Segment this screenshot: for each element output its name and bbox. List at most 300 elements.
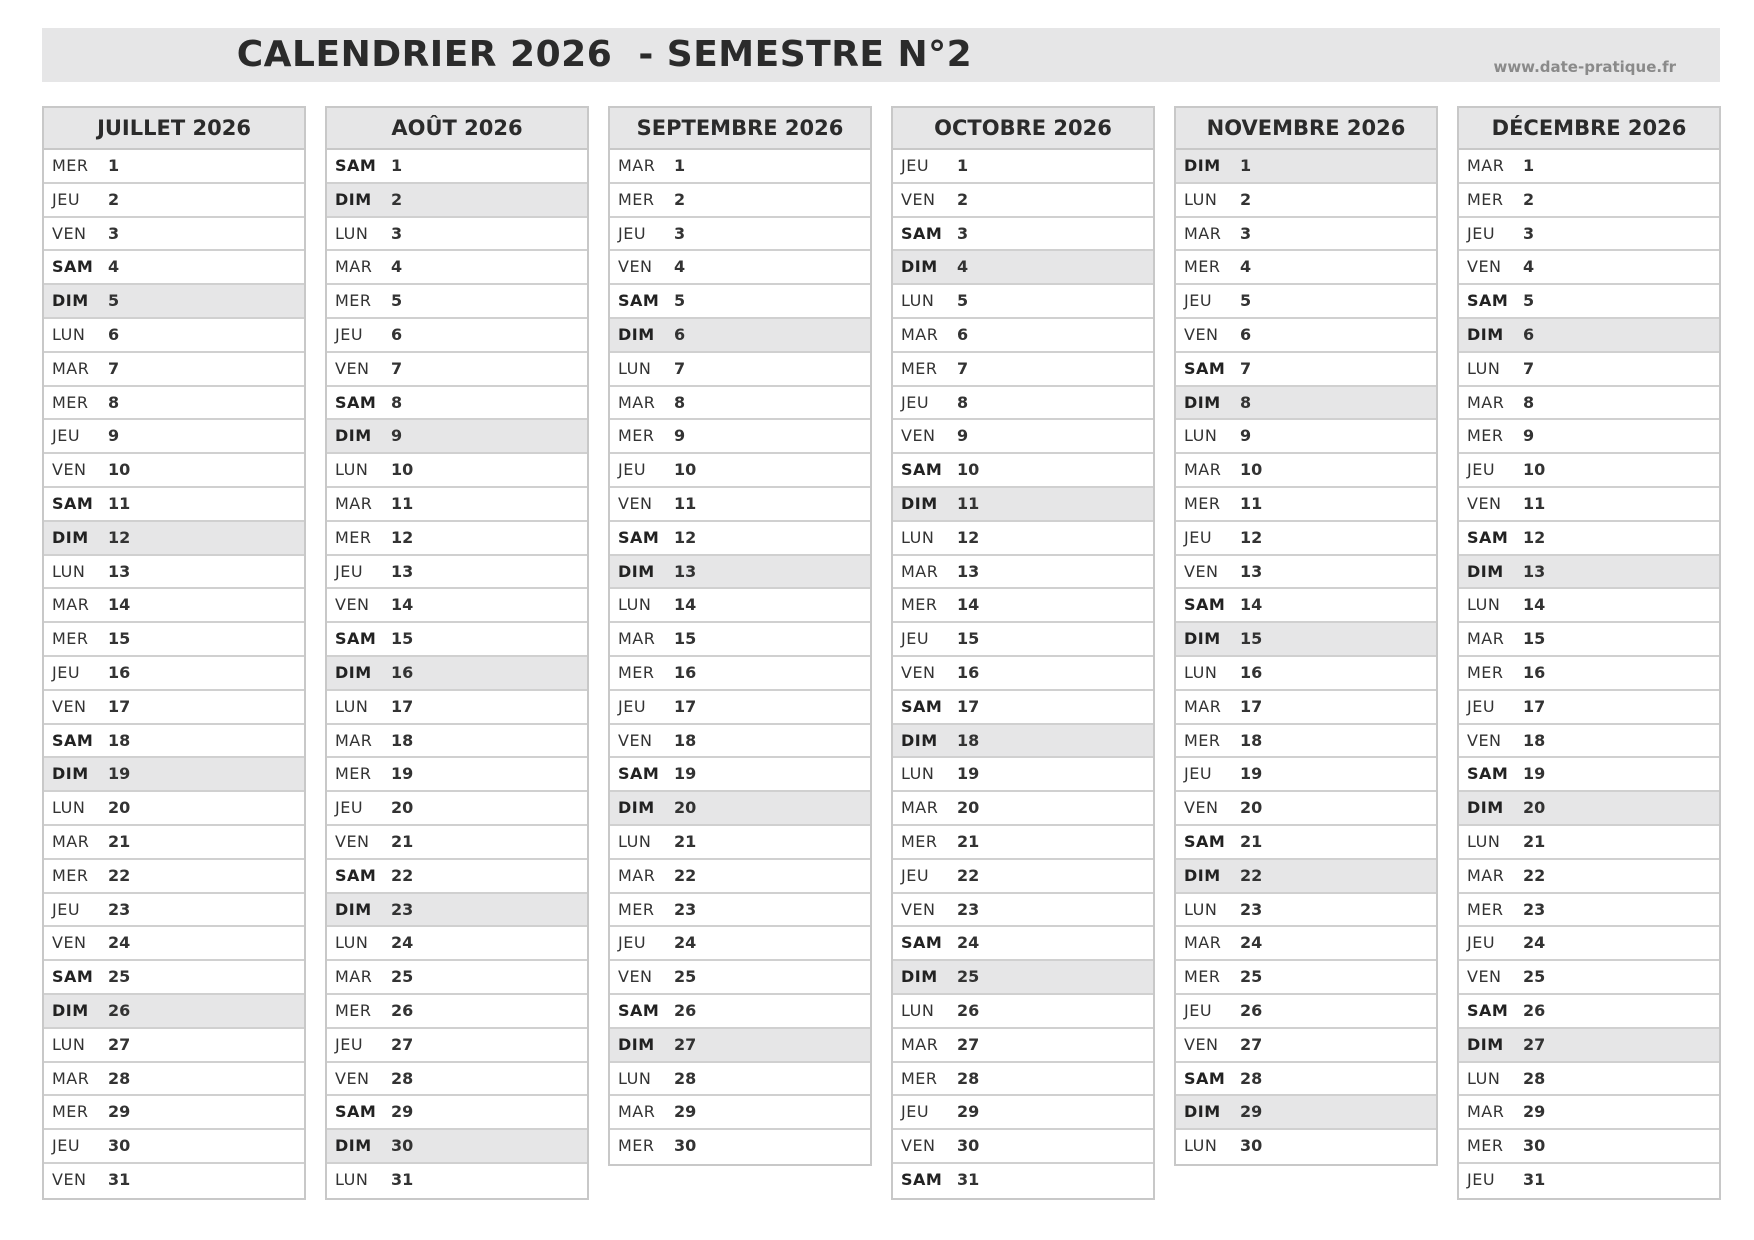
day-number: 19 bbox=[108, 764, 131, 784]
weekday-label: LUN bbox=[1184, 1136, 1218, 1156]
day-number: 4 bbox=[1523, 257, 1535, 277]
day-row bbox=[44, 522, 304, 556]
day-number: 17 bbox=[391, 696, 414, 716]
day-number: 20 bbox=[1240, 798, 1263, 818]
day-row bbox=[610, 353, 870, 387]
day-number: 22 bbox=[1240, 865, 1263, 885]
day-row bbox=[1459, 792, 1719, 826]
day-number: 8 bbox=[1523, 392, 1535, 412]
weekday-label: VEN bbox=[901, 1136, 936, 1156]
day-row bbox=[1459, 961, 1719, 995]
weekday-label: DIM bbox=[52, 764, 89, 784]
day-number: 9 bbox=[674, 426, 686, 446]
weekday-label: MAR bbox=[901, 798, 939, 818]
day-row bbox=[1176, 1096, 1436, 1130]
day-number: 15 bbox=[674, 629, 697, 649]
weekday-label: VEN bbox=[901, 899, 936, 919]
day-number: 27 bbox=[957, 1034, 980, 1054]
day-number: 2 bbox=[1523, 189, 1535, 209]
weekday-label: DIM bbox=[1184, 156, 1221, 175]
day-row bbox=[610, 961, 870, 995]
day-number: 18 bbox=[108, 730, 131, 750]
day-row bbox=[610, 691, 870, 725]
day-number: 20 bbox=[391, 798, 414, 818]
day-row bbox=[1176, 319, 1436, 353]
weekday-label: MER bbox=[52, 392, 89, 412]
day-row bbox=[327, 725, 587, 759]
weekday-label: MER bbox=[618, 426, 655, 446]
day-row bbox=[893, 353, 1153, 387]
weekday-label: DIM bbox=[335, 662, 372, 682]
month-column bbox=[608, 106, 872, 1166]
day-row bbox=[327, 589, 587, 623]
day-row bbox=[610, 1130, 870, 1164]
weekday-label: MER bbox=[1184, 967, 1221, 987]
day-number: 10 bbox=[1240, 460, 1263, 480]
day-row bbox=[44, 860, 304, 894]
day-number: 6 bbox=[957, 324, 969, 344]
day-row bbox=[1459, 1029, 1719, 1063]
day-number: 9 bbox=[957, 426, 969, 446]
day-row bbox=[1176, 657, 1436, 691]
day-row bbox=[1176, 1063, 1436, 1097]
day-row bbox=[327, 556, 587, 590]
day-number: 11 bbox=[957, 493, 980, 513]
day-number: 2 bbox=[957, 189, 969, 209]
day-number: 9 bbox=[108, 426, 120, 446]
weekday-label: JEU bbox=[901, 392, 930, 412]
weekday-label: MER bbox=[901, 1068, 938, 1088]
day-row bbox=[1459, 894, 1719, 928]
weekday-label: DIM bbox=[1467, 561, 1504, 581]
day-row bbox=[610, 623, 870, 657]
day-row bbox=[893, 691, 1153, 725]
day-row bbox=[44, 961, 304, 995]
day-row bbox=[610, 792, 870, 826]
day-number: 12 bbox=[1523, 527, 1546, 547]
day-row bbox=[1176, 218, 1436, 252]
day-row bbox=[893, 420, 1153, 454]
day-row bbox=[1176, 251, 1436, 285]
day-number: 5 bbox=[1523, 291, 1535, 311]
day-number: 26 bbox=[391, 1000, 414, 1020]
day-row bbox=[44, 387, 304, 421]
weekday-label: JEU bbox=[1184, 291, 1213, 311]
weekday-label: VEN bbox=[1467, 493, 1502, 513]
weekday-label: DIM bbox=[1467, 324, 1504, 344]
weekday-label: MAR bbox=[1467, 1102, 1505, 1122]
day-row bbox=[1459, 1130, 1719, 1164]
month-header: OCTOBRE 2026 bbox=[893, 108, 1153, 150]
day-number: 19 bbox=[674, 764, 697, 784]
day-number: 15 bbox=[957, 629, 980, 649]
weekday-label: LUN bbox=[618, 1068, 652, 1088]
day-row bbox=[1459, 353, 1719, 387]
weekday-label: MER bbox=[52, 865, 89, 885]
day-number: 8 bbox=[674, 392, 686, 412]
weekday-label: JEU bbox=[618, 460, 647, 480]
day-number: 3 bbox=[391, 223, 403, 243]
day-number: 31 bbox=[1523, 1169, 1546, 1189]
weekday-label: SAM bbox=[1467, 1000, 1509, 1020]
day-number: 26 bbox=[674, 1000, 697, 1020]
weekday-label: DIM bbox=[335, 189, 372, 209]
day-number: 22 bbox=[391, 865, 414, 885]
day-number: 12 bbox=[674, 527, 697, 547]
weekday-label: DIM bbox=[335, 899, 372, 919]
day-number: 24 bbox=[1240, 933, 1263, 953]
day-number: 10 bbox=[957, 460, 980, 480]
weekday-label: MER bbox=[335, 291, 372, 311]
day-number: 6 bbox=[391, 324, 403, 344]
day-number: 29 bbox=[1523, 1102, 1546, 1122]
title-banner bbox=[42, 28, 1720, 82]
weekday-label: MAR bbox=[52, 831, 90, 851]
day-row bbox=[893, 150, 1153, 184]
weekday-label: SAM bbox=[618, 527, 660, 547]
weekday-label: SAM bbox=[335, 1102, 377, 1122]
weekday-label: LUN bbox=[1184, 189, 1218, 209]
day-number: 25 bbox=[1240, 967, 1263, 987]
day-row bbox=[44, 894, 304, 928]
day-number: 30 bbox=[1523, 1136, 1546, 1156]
day-number: 17 bbox=[1523, 696, 1546, 716]
weekday-label: MAR bbox=[618, 865, 656, 885]
day-number: 13 bbox=[1240, 561, 1263, 581]
weekday-label: MAR bbox=[335, 730, 373, 750]
day-row bbox=[327, 1164, 587, 1198]
day-number: 23 bbox=[1240, 899, 1263, 919]
day-row bbox=[610, 995, 870, 1029]
day-number: 29 bbox=[674, 1102, 697, 1122]
day-number: 6 bbox=[1240, 324, 1252, 344]
weekday-label: DIM bbox=[335, 426, 372, 446]
day-row bbox=[1459, 488, 1719, 522]
weekday-label: MAR bbox=[335, 257, 373, 277]
day-number: 20 bbox=[1523, 798, 1546, 818]
day-row bbox=[44, 251, 304, 285]
day-number: 31 bbox=[108, 1169, 131, 1189]
day-row bbox=[44, 556, 304, 590]
day-number: 4 bbox=[108, 257, 120, 277]
day-row bbox=[610, 894, 870, 928]
weekday-label: VEN bbox=[1467, 967, 1502, 987]
day-number: 1 bbox=[674, 156, 686, 175]
day-number: 21 bbox=[957, 831, 980, 851]
day-row bbox=[610, 218, 870, 252]
weekday-label: VEN bbox=[1467, 257, 1502, 277]
day-row bbox=[893, 725, 1153, 759]
day-row bbox=[327, 251, 587, 285]
day-row bbox=[327, 826, 587, 860]
day-row bbox=[1176, 285, 1436, 319]
day-row bbox=[1459, 420, 1719, 454]
day-row bbox=[44, 218, 304, 252]
day-row bbox=[610, 319, 870, 353]
weekday-label: MER bbox=[1467, 662, 1504, 682]
day-row bbox=[1459, 387, 1719, 421]
day-row bbox=[610, 826, 870, 860]
day-number: 14 bbox=[391, 595, 414, 615]
day-number: 23 bbox=[391, 899, 414, 919]
day-number: 19 bbox=[1523, 764, 1546, 784]
weekday-label: VEN bbox=[618, 730, 653, 750]
day-row bbox=[44, 353, 304, 387]
weekday-label: DIM bbox=[1467, 1034, 1504, 1054]
day-number: 25 bbox=[957, 967, 980, 987]
day-number: 16 bbox=[1240, 662, 1263, 682]
weekday-label: DIM bbox=[52, 291, 89, 311]
day-row bbox=[1176, 184, 1436, 218]
weekday-label: LUN bbox=[1467, 358, 1501, 378]
weekday-label: MER bbox=[335, 764, 372, 784]
day-number: 7 bbox=[674, 358, 686, 378]
weekday-label: MER bbox=[1184, 257, 1221, 277]
day-number: 16 bbox=[1523, 662, 1546, 682]
day-number: 26 bbox=[1523, 1000, 1546, 1020]
weekday-label: JEU bbox=[335, 561, 364, 581]
day-row bbox=[44, 454, 304, 488]
day-number: 5 bbox=[1240, 291, 1252, 311]
day-row bbox=[610, 1029, 870, 1063]
weekday-label: MER bbox=[335, 527, 372, 547]
weekday-label: LUN bbox=[335, 460, 369, 480]
weekday-label: MER bbox=[618, 662, 655, 682]
day-number: 28 bbox=[108, 1068, 131, 1088]
day-number: 14 bbox=[1240, 595, 1263, 615]
weekday-label: MER bbox=[901, 595, 938, 615]
day-row bbox=[1459, 1096, 1719, 1130]
weekday-label: MAR bbox=[1184, 223, 1222, 243]
weekday-label: MAR bbox=[1467, 392, 1505, 412]
weekday-label: SAM bbox=[1184, 831, 1226, 851]
day-row bbox=[1176, 150, 1436, 184]
weekday-label: MAR bbox=[901, 561, 939, 581]
day-number: 18 bbox=[674, 730, 697, 750]
day-number: 10 bbox=[108, 460, 131, 480]
day-row bbox=[610, 251, 870, 285]
day-number: 4 bbox=[674, 257, 686, 277]
day-number: 23 bbox=[674, 899, 697, 919]
weekday-label: SAM bbox=[901, 696, 943, 716]
day-number: 9 bbox=[1523, 426, 1535, 446]
day-row bbox=[893, 184, 1153, 218]
day-row bbox=[893, 454, 1153, 488]
day-number: 27 bbox=[108, 1034, 131, 1054]
weekday-label: MER bbox=[901, 358, 938, 378]
weekday-label: MER bbox=[335, 1000, 372, 1020]
weekday-label: LUN bbox=[618, 831, 652, 851]
day-row bbox=[1176, 860, 1436, 894]
day-number: 12 bbox=[108, 527, 131, 547]
day-number: 24 bbox=[957, 933, 980, 953]
day-row bbox=[610, 522, 870, 556]
day-row bbox=[893, 1096, 1153, 1130]
weekday-label: SAM bbox=[335, 156, 377, 175]
weekday-label: VEN bbox=[1184, 798, 1219, 818]
day-number: 14 bbox=[108, 595, 131, 615]
day-row bbox=[1459, 522, 1719, 556]
weekday-label: JEU bbox=[1467, 1169, 1496, 1189]
weekday-label: LUN bbox=[52, 561, 86, 581]
weekday-label: JEU bbox=[901, 156, 930, 175]
day-row bbox=[44, 488, 304, 522]
day-number: 13 bbox=[674, 561, 697, 581]
weekday-label: MER bbox=[52, 1102, 89, 1122]
day-row bbox=[610, 184, 870, 218]
day-row bbox=[44, 1130, 304, 1164]
weekday-label: JEU bbox=[1184, 764, 1213, 784]
day-row bbox=[893, 758, 1153, 792]
month-column bbox=[42, 106, 306, 1200]
day-number: 7 bbox=[1240, 358, 1252, 378]
weekday-label: MER bbox=[52, 156, 89, 175]
weekday-label: VEN bbox=[1184, 561, 1219, 581]
weekday-label: SAM bbox=[901, 223, 943, 243]
day-row bbox=[1459, 319, 1719, 353]
day-number: 7 bbox=[108, 358, 120, 378]
page-title: CALENDRIER 2026 - SEMESTRE N°2 bbox=[236, 34, 973, 75]
day-row bbox=[1176, 894, 1436, 928]
day-number: 24 bbox=[1523, 933, 1546, 953]
weekday-label: VEN bbox=[335, 1068, 370, 1088]
weekday-label: DIM bbox=[618, 324, 655, 344]
weekday-label: JEU bbox=[52, 189, 81, 209]
day-row bbox=[1459, 995, 1719, 1029]
weekday-label: DIM bbox=[1184, 392, 1221, 412]
weekday-label: LUN bbox=[1467, 595, 1501, 615]
weekday-label: VEN bbox=[52, 933, 87, 953]
day-row bbox=[893, 961, 1153, 995]
day-row bbox=[1176, 353, 1436, 387]
day-row bbox=[327, 319, 587, 353]
weekday-label: DIM bbox=[52, 1000, 89, 1020]
day-row bbox=[327, 623, 587, 657]
day-number: 15 bbox=[1523, 629, 1546, 649]
day-row bbox=[893, 1063, 1153, 1097]
weekday-label: MER bbox=[1467, 899, 1504, 919]
day-number: 28 bbox=[391, 1068, 414, 1088]
weekday-label: VEN bbox=[335, 358, 370, 378]
day-row bbox=[44, 995, 304, 1029]
day-number: 28 bbox=[957, 1068, 980, 1088]
day-row bbox=[1459, 623, 1719, 657]
weekday-label: VEN bbox=[52, 1169, 87, 1189]
day-number: 16 bbox=[108, 662, 131, 682]
day-number: 16 bbox=[674, 662, 697, 682]
day-number: 22 bbox=[957, 865, 980, 885]
weekday-label: JEU bbox=[1184, 527, 1213, 547]
weekday-label: MAR bbox=[52, 595, 90, 615]
day-row bbox=[44, 589, 304, 623]
day-number: 21 bbox=[391, 831, 414, 851]
day-number: 24 bbox=[391, 933, 414, 953]
day-number: 11 bbox=[391, 493, 414, 513]
day-number: 4 bbox=[1240, 257, 1252, 277]
weekday-label: LUN bbox=[52, 798, 86, 818]
day-row bbox=[610, 454, 870, 488]
day-number: 4 bbox=[391, 257, 403, 277]
weekday-label: SAM bbox=[901, 1169, 943, 1189]
day-row bbox=[44, 623, 304, 657]
weekday-label: MAR bbox=[901, 324, 939, 344]
weekday-label: LUN bbox=[52, 1034, 86, 1054]
weekday-label: LUN bbox=[901, 291, 935, 311]
weekday-label: MER bbox=[618, 189, 655, 209]
weekday-label: LUN bbox=[1184, 899, 1218, 919]
day-number: 25 bbox=[1523, 967, 1546, 987]
weekday-label: DIM bbox=[618, 561, 655, 581]
day-number: 18 bbox=[957, 730, 980, 750]
weekday-label: DIM bbox=[52, 527, 89, 547]
day-row bbox=[893, 285, 1153, 319]
day-row bbox=[610, 1096, 870, 1130]
weekday-label: MER bbox=[1467, 189, 1504, 209]
weekday-label: VEN bbox=[901, 426, 936, 446]
weekday-label: MAR bbox=[901, 1034, 939, 1054]
day-row bbox=[44, 1096, 304, 1130]
day-row bbox=[44, 1063, 304, 1097]
weekday-label: JEU bbox=[335, 798, 364, 818]
day-row bbox=[1459, 725, 1719, 759]
day-number: 21 bbox=[108, 831, 131, 851]
weekday-label: VEN bbox=[52, 460, 87, 480]
weekday-label: MAR bbox=[618, 1102, 656, 1122]
day-number: 5 bbox=[674, 291, 686, 311]
weekday-label: JEU bbox=[618, 933, 647, 953]
weekday-label: DIM bbox=[901, 493, 938, 513]
day-row bbox=[1176, 1130, 1436, 1164]
weekday-label: DIM bbox=[335, 1136, 372, 1156]
weekday-label: VEN bbox=[1184, 1034, 1219, 1054]
day-row bbox=[1459, 657, 1719, 691]
day-row bbox=[610, 860, 870, 894]
day-row bbox=[893, 623, 1153, 657]
day-row bbox=[1459, 556, 1719, 590]
day-number: 31 bbox=[391, 1169, 414, 1189]
weekday-label: MER bbox=[618, 1136, 655, 1156]
weekday-label: DIM bbox=[618, 798, 655, 818]
day-row bbox=[327, 218, 587, 252]
day-number: 22 bbox=[1523, 865, 1546, 885]
weekday-label: JEU bbox=[335, 324, 364, 344]
day-row bbox=[327, 522, 587, 556]
day-row bbox=[327, 860, 587, 894]
day-number: 17 bbox=[957, 696, 980, 716]
day-number: 2 bbox=[674, 189, 686, 209]
day-number: 19 bbox=[957, 764, 980, 784]
day-number: 10 bbox=[1523, 460, 1546, 480]
day-number: 8 bbox=[957, 392, 969, 412]
day-number: 11 bbox=[108, 493, 131, 513]
weekday-label: JEU bbox=[901, 865, 930, 885]
day-number: 28 bbox=[674, 1068, 697, 1088]
day-number: 21 bbox=[674, 831, 697, 851]
weekday-label: SAM bbox=[335, 392, 377, 412]
day-number: 1 bbox=[957, 156, 969, 175]
weekday-label: LUN bbox=[1184, 662, 1218, 682]
day-row bbox=[1176, 691, 1436, 725]
day-row bbox=[610, 387, 870, 421]
day-number: 2 bbox=[391, 189, 403, 209]
weekday-label: MER bbox=[1184, 493, 1221, 513]
weekday-label: JEU bbox=[618, 223, 647, 243]
day-row bbox=[1459, 1063, 1719, 1097]
day-number: 26 bbox=[1240, 1000, 1263, 1020]
day-row bbox=[327, 454, 587, 488]
weekday-label: MAR bbox=[618, 629, 656, 649]
month-header: JUILLET 2026 bbox=[44, 108, 304, 150]
